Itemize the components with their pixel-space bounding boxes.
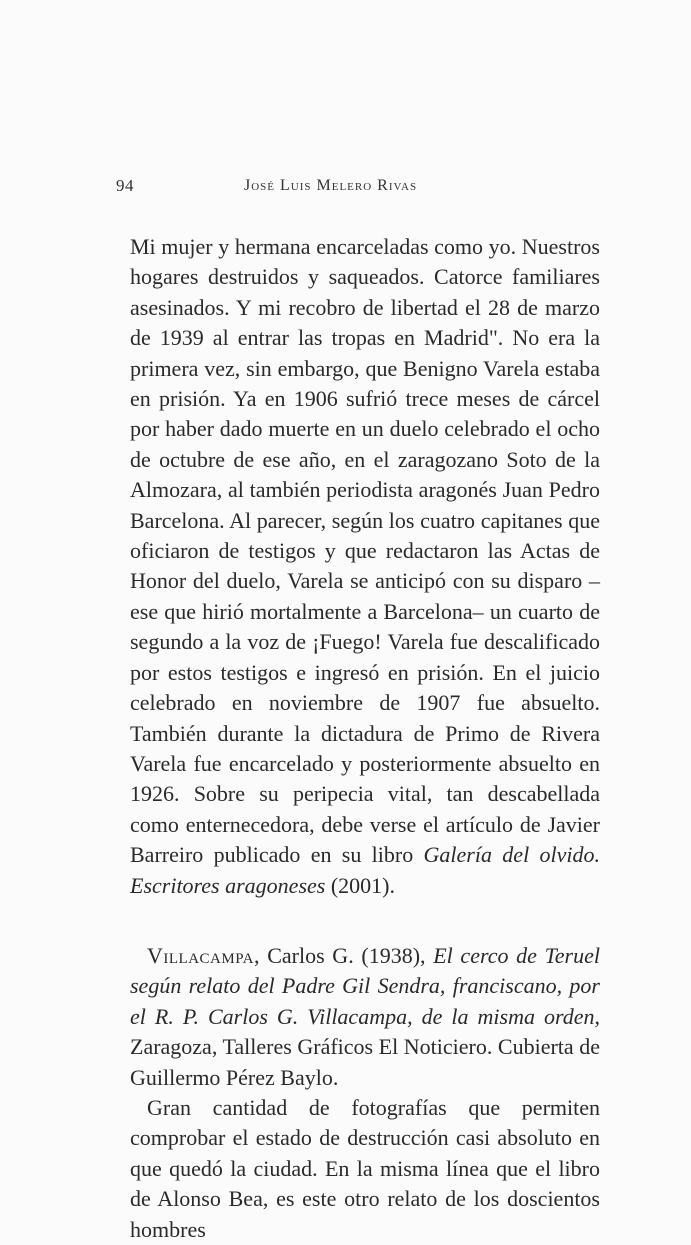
page-header [0,176,691,200]
entry-description: Gran cantidad de fotografías que permiten comprobar el estado de destrucción casi absoluto en que quedó la ciudad. En la misma línea que el libro de Alonso Bea, es este otro relato de los doscientos hombres [130,1094,600,1242]
paragraph-gap [130,901,600,941]
paragraph-text: Mi mujer y hermana encarceladas como yo. Nuestros hogares destruidos y saqueados. Catorce familiares asesinados. Y mi recobro de libertad el 28 de marzo de 1939 al entrar las tropas en Madrid". No era la primera vez, sin embargo, que Benigno Varela estaba en prisión. Ya en 1906 sufrió trece meses de cárcel por haber dado muerte en un duelo celebrado el ocho de octubre de ese año, en el zaragozano Soto de la Almozara, al también periodista aragonés Juan Pedro Barcelona. Al parecer, según los cuatro capitanes que oficiaron de testigos y que redactaron las Actas de Honor del duelo, Varela se anticipó con su disparo –ese que hirió mortalmente a Barcelona– un cuarto de segundo a la voz de ¡Fuego! Varela fue descalificado por estos testigos e ingresó en prisión. En el juicio celebrado en noviembre de 1907 fue absuelto. También durante la dictadura de Primo de Rivera Varela fue encarcelado y posteriormente absuelto en 1926. Sobre su peripecia vital, tan descabellada como enternecedora, debe verse el artículo de Javier Barreiro publicado en su libro [130,234,600,868]
paragraph-continuation [130,232,600,901]
page-number: 94 [116,176,134,195]
bibliography-entry [130,941,600,1093]
entry-author-surname: Villacampa [147,942,255,968]
entry-title: El cerco de Teruel según relato del Padre Gil Sendra, franciscano, por el R. P. Carlos G. Villacampa, de la misma orden [130,942,600,1029]
paragraph-tail: (2001). [325,872,395,898]
entry-author-rest: , Carlos G. (1938), [254,942,434,968]
book-title: Galería del olvido. Escritores aragoneses [130,842,600,898]
running-head: José Luis Melero Rivas [244,177,418,194]
body-text [130,232,600,1245]
entry-publication: , Zaragoza, Talleres Gráficos El Noticiero. Cubierta de Guillermo Pérez Baylo. [130,1003,600,1090]
